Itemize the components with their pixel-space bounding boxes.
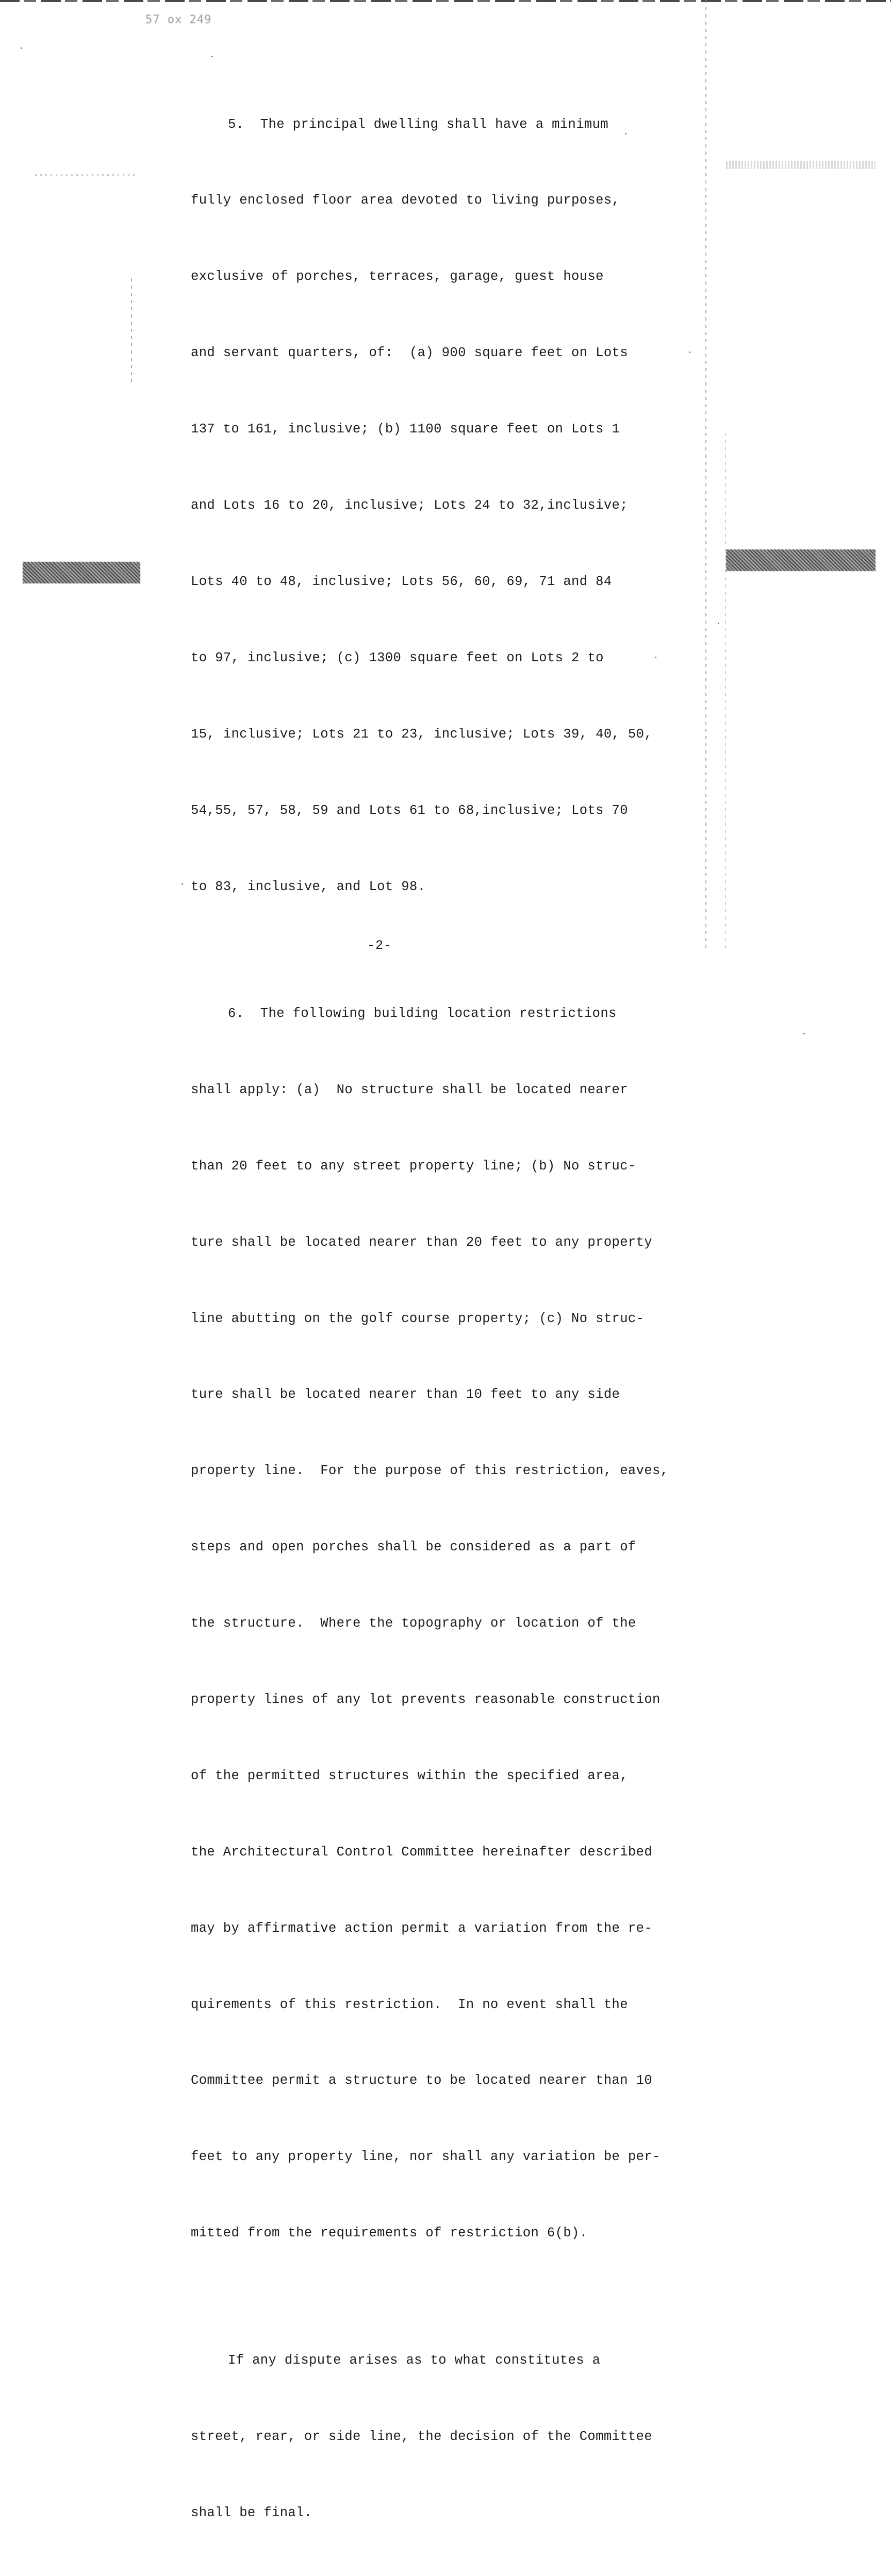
scan-artifact-band-right [726,549,876,571]
paragraph-5 [191,61,655,950]
scan-speck [182,883,183,885]
text-line: of the permitted structures within the specified area, [191,1768,628,1783]
text-line: Lots 40 to 48, inclusive; Lots 56, 60, 69, 71 and 84 [191,574,612,589]
scan-speck [211,56,213,57]
paragraph-6 [191,950,669,2297]
scan-artifact-vertical-line-left [131,278,132,387]
scan-speck [803,1033,805,1034]
text-line: shall apply: (a) No structure shall be located nearer [191,1082,628,1097]
scan-speck [689,352,690,353]
text-line: and servant quarters, of: (a) 900 square feet on Lots [191,345,628,361]
scan-top-edge [0,0,891,2]
text-line: ture shall be located nearer than 10 feet to any side [191,1387,620,1402]
text-line: quirements of this restriction. In no event shall the [191,1997,628,2012]
text-line: ture shall be located nearer than 20 feet to any property [191,1234,653,1250]
text-line: fully enclosed floor area devoted to living purposes, [191,193,620,208]
text-line: property lines of any lot prevents reasonable construction [191,1692,661,1707]
text-line: steps and open porches shall be considered as a part of [191,1540,636,1555]
scan-speck [21,47,22,49]
text-line: line abutting on the golf course property; (c) No struc- [191,1311,645,1326]
text-line: 5. The principal dwelling shall have a minimum [228,116,609,132]
text-line: the structure. Where the topography or location of the [191,1616,636,1631]
text-line: may by affirmative action permit a variation from the re- [191,1920,653,1936]
text-line: exclusive of porches, terraces, garage, guest house [191,269,604,285]
text-line: shall be final. [191,2505,312,2520]
text-line: If any dispute arises as to what constitutes a [228,2352,601,2368]
text-line: to 97, inclusive; (c) 1300 square feet on Lots 2 to [191,650,604,665]
text-line: street, rear, or side line, the decision of the Committee [191,2429,653,2444]
page-number: -2- [367,938,392,953]
text-line: than 20 feet to any street property line; (b) No struc- [191,1158,636,1174]
text-line: property line. For the purpose of this restriction, eaves, [191,1463,669,1479]
scan-artifact-dots [35,174,138,176]
scan-speck [655,657,656,658]
scan-artifact-light-band [726,161,876,169]
text-line: 54,55, 57, 58, 59 and Lots 61 to 68,inclusive; Lots 70 [191,802,628,818]
text-line: 15, inclusive; Lots 21 to 23, inclusive; Lots 39, 40, 50, [191,726,653,742]
scan-artifact-vertical-line [705,0,706,948]
paragraph-dispute [191,2297,655,2576]
text-line: Committee permit a structure to be located nearer than 10 [191,2073,653,2088]
recording-stamp: 57 ox 249 [145,13,212,26]
text-line: the Architectural Control Committee hereinafter described [191,1844,653,1860]
text-line: and Lots 16 to 20, inclusive; Lots 24 to 32,inclusive; [191,498,628,513]
scan-speck [718,623,719,624]
text-line: to 83, inclusive, and Lot 98. [191,879,426,894]
text-line: 6. The following building location restrictions [228,1006,617,1021]
scan-artifact-band-left [23,562,140,583]
text-line: mitted from the requirements of restriction 6(b). [191,2226,588,2241]
text-line: feet to any property line, nor shall any variation be per- [191,2149,661,2165]
document-body [191,61,669,2576]
text-line: 137 to 161, inclusive; (b) 1100 square feet on Lots 1 [191,422,620,437]
scan-artifact-vertical-line-2 [725,433,726,948]
